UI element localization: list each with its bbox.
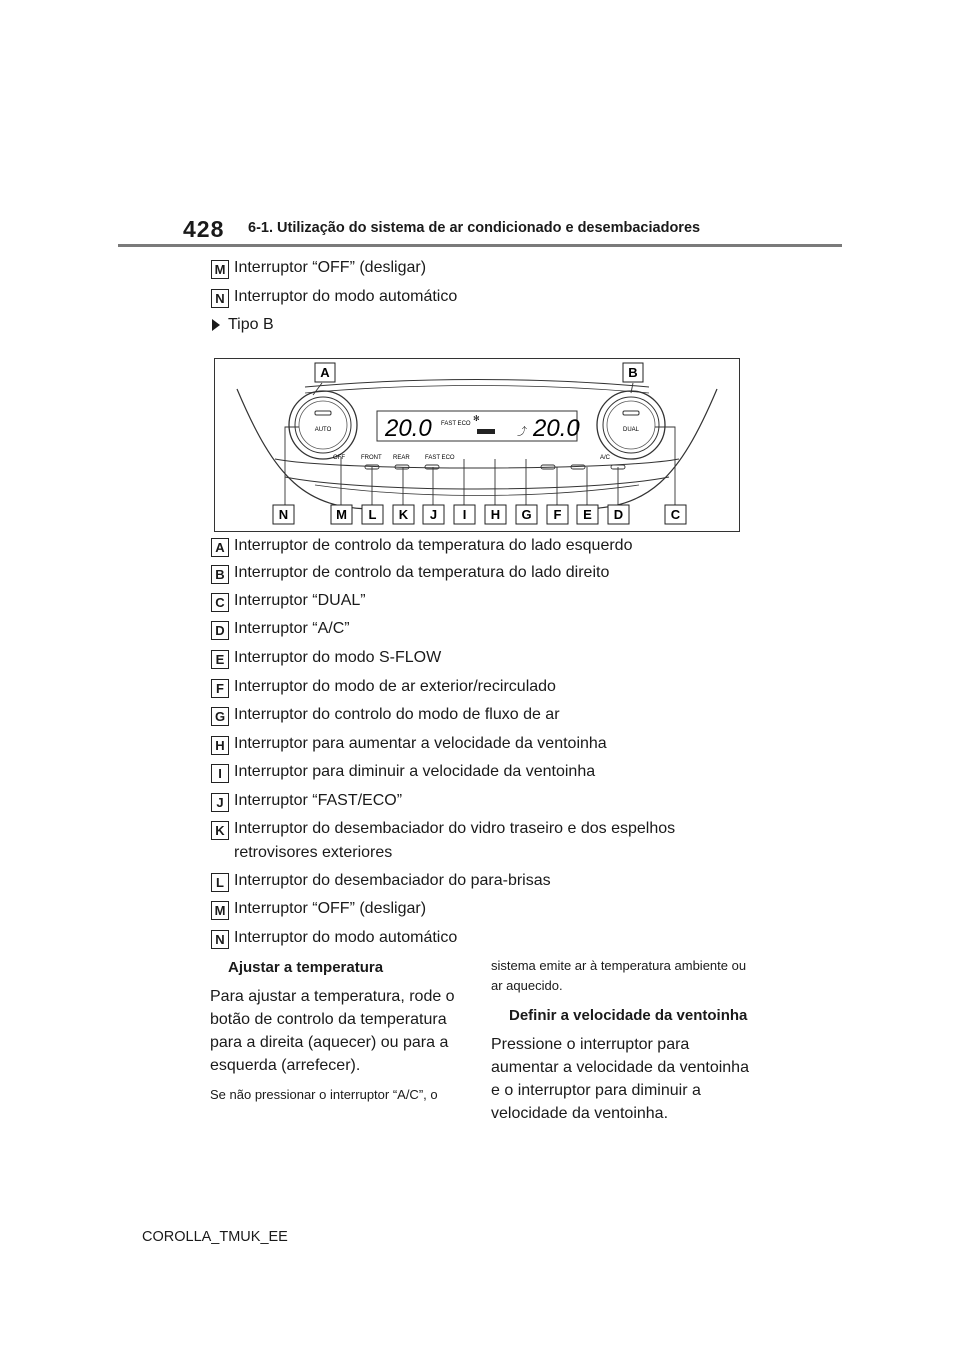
left-heading: Ajustar a temperatura (228, 959, 384, 976)
letter-badge: G (211, 707, 229, 726)
knob-left-label: AUTO (314, 427, 332, 433)
letter-badge: N (211, 289, 229, 308)
list-item-l (211, 873, 749, 893)
callout-e: E (583, 507, 592, 522)
list-item-h (211, 736, 749, 756)
letter-badge: M (211, 901, 229, 920)
subheading (212, 316, 274, 334)
list-item-m-top (211, 260, 749, 280)
right-column (491, 956, 753, 1125)
btn-off-label: OFF (333, 455, 345, 461)
climate-control-figure (214, 358, 740, 532)
arrow-icon (212, 319, 220, 331)
list-item-d (211, 621, 749, 641)
display-left-temp: 20.0 (385, 415, 432, 442)
item-text: Interruptor para diminuir a velocidade da ventoinha (234, 763, 596, 780)
item-text: Interruptor “OFF” (desligar) (234, 900, 427, 917)
section-title: 6-1. Utilização do sistema de ar condicionado e desembaciadores (248, 220, 701, 236)
callout-d: D (613, 507, 624, 522)
callout-g: G (521, 507, 532, 522)
right-heading: Definir a velocidade da ventoinha (509, 1007, 748, 1024)
callout-i: I (462, 507, 467, 522)
climate-panel-diagram (215, 359, 739, 531)
callout-f: F (553, 507, 562, 522)
left-column (210, 956, 470, 1105)
letter-badge: J (211, 793, 229, 812)
footer-code: COROLLA_TMUK_EE (142, 1229, 288, 1245)
list-item-m (211, 901, 749, 921)
page-number: 428 (183, 216, 225, 242)
btn-fast-label: FAST ECO (425, 455, 455, 461)
list-item-f (211, 679, 749, 699)
item-text: Interruptor “FAST/ECO” (234, 792, 403, 809)
item-text: Interruptor de controlo da temperatura do lado esquerdo (234, 537, 633, 554)
callout-n: N (278, 507, 289, 522)
item-text: Interruptor do modo S-FLOW (234, 649, 442, 666)
callout-j: J (429, 507, 438, 522)
item-text: Interruptor para aumentar a velocidade da ventoinha (234, 735, 607, 752)
callout-c: C (670, 507, 681, 522)
item-text: Interruptor “OFF” (desligar) (234, 259, 427, 276)
item-text: Interruptor do modo de ar exterior/recirculado (234, 678, 556, 695)
btn-ac-label: A/C (600, 455, 611, 461)
letter-badge: N (211, 930, 229, 949)
letter-badge: M (211, 260, 229, 279)
fan-icon: ✻ (473, 414, 480, 423)
list-item-n (211, 930, 749, 950)
list-item-i (211, 764, 749, 784)
item-text: Interruptor do modo automático (234, 929, 458, 946)
list-item-n-top (211, 289, 749, 309)
subheading-label: Tipo B (228, 316, 274, 333)
item-text: Interruptor “A/C” (234, 620, 350, 637)
letter-badge: H (211, 736, 229, 755)
airflow-icon: ⤴ (517, 427, 527, 438)
item-text: Interruptor do desembaciador do para-brisas (234, 872, 551, 889)
list-item-j (211, 793, 749, 813)
list-item-a (211, 538, 749, 558)
callout-h: H (490, 507, 501, 522)
callout-k: K (398, 507, 409, 522)
letter-badge: D (211, 621, 229, 640)
right-body: Pressione o interruptor para aumentar a velocidade da ventoinha e o interruptor para diminuir a velocidade da ventoinha. (491, 1036, 749, 1122)
item-text: Interruptor do modo automático (234, 288, 458, 305)
letter-badge: C (211, 593, 229, 612)
letter-badge: A (211, 538, 229, 557)
list-item-g (211, 707, 749, 727)
callout-l: L (368, 507, 377, 522)
header-rule (118, 244, 842, 247)
knob-right-label: DUAL (622, 427, 640, 433)
letter-badge: L (211, 873, 229, 892)
callout-b: B (628, 365, 638, 380)
btn-front-label: FRONT (361, 455, 382, 461)
right-note: sistema emite ar à temperatura ambiente ou ar aquecido. (491, 958, 747, 993)
letter-badge: K (211, 821, 229, 840)
item-text: Interruptor do desembaciador do vidro traseiro e dos espelhos retrovisores exteriores (234, 820, 676, 861)
display-right-temp: 20.0 (533, 415, 580, 442)
item-text: Interruptor “DUAL” (234, 592, 366, 609)
item-text: Interruptor de controlo da temperatura do lado direito (234, 564, 610, 581)
left-body: Para ajustar a temperatura, rode o botão de controlo da temperatura para a direita (aquecer) ou para a esquerda (arrefecer). (210, 988, 455, 1074)
list-item-c (211, 593, 749, 613)
display-fast-eco: FAST ECO (441, 421, 471, 427)
list-item-k (211, 821, 749, 865)
callout-m: M (336, 507, 347, 522)
letter-badge: B (211, 565, 229, 584)
left-note: Se não pressionar o interruptor “A/C”, o (210, 1087, 438, 1102)
btn-rear-label: REAR (393, 455, 410, 461)
list-item-e (211, 650, 749, 670)
letter-badge: E (211, 650, 229, 669)
callout-a: A (320, 365, 330, 380)
letter-badge: F (211, 679, 229, 698)
list-item-b (211, 565, 749, 585)
item-text: Interruptor do controlo do modo de fluxo de ar (234, 706, 560, 723)
letter-badge: I (211, 764, 229, 783)
